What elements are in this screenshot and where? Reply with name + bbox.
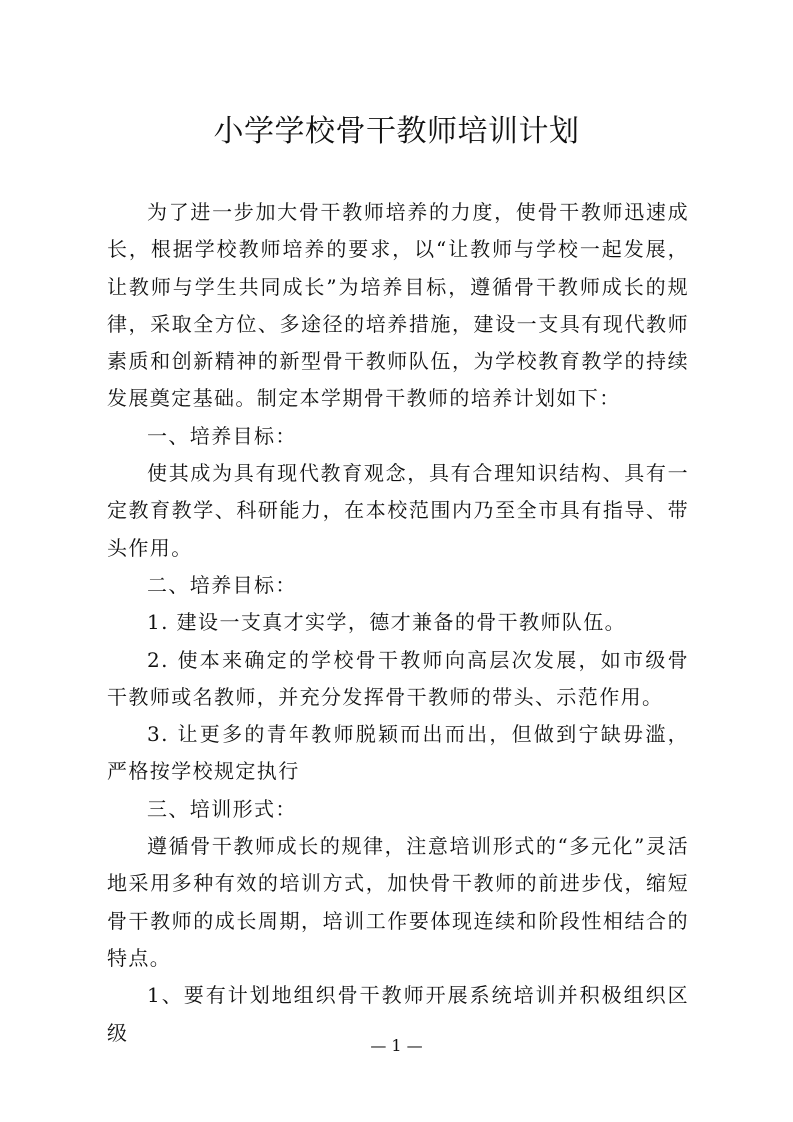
- training-item-1: 1、要有计划地组织骨干教师开展系统培训并积极组织区级: [107, 983, 689, 1045]
- section-heading-1: 一、培养目标：: [147, 423, 297, 448]
- goal-item-1: 1. 建设一支真才实学，德才兼备的骨干教师队伍。: [147, 610, 627, 635]
- goal-item-2: 2. 使本来确定的学校骨干教师向高层次发展，如市级骨干教师或名教师，并充分发挥骨干教师的带头、示范作用。: [107, 647, 689, 709]
- intro-paragraph: 为了进一步加大骨干教师培养的力度，使骨干教师迅速成长，根据学校教师培养的要求，以“让教师与学校一起发展，让教师与学生共同成长”为培养目标，遵循骨干教师成长的规律，采取全方位、多途径的培养措施，建设一支具有现代教师素质和创新精神的新型骨干教师队伍，为学校教育教学的持续发展奠定基础。制定本学期骨干教师的培养计划如下：: [107, 200, 689, 411]
- goal-item-3: 3. 让更多的青年教师脱颖而出而出，但做到宁缺毋滥，严格按学校规定执行: [107, 722, 689, 784]
- section-3-paragraph: 遵循骨干教师成长的规律，注意培训形式的“多元化”灵活地采用多种有效的培训方式，加快骨干教师的前进步伐，缩短骨干教师的成长周期，培训工作要体现连续和阶段性相结合的特点。: [107, 834, 689, 970]
- document-title: 小学学校骨干教师培训计划: [213, 114, 580, 149]
- document-body: [107, 194, 689, 1052]
- section-1-paragraph: 使其成为具有现代教育观念，具有合理知识结构、具有一定教育教学、科研能力，在本校范围内乃至全市具有指导、带头作用。: [107, 461, 689, 560]
- section-heading-2: 二、培养目标：: [147, 572, 297, 597]
- page-number: — 1 —: [370, 1036, 423, 1055]
- section-heading-3: 三、培训形式：: [147, 796, 297, 821]
